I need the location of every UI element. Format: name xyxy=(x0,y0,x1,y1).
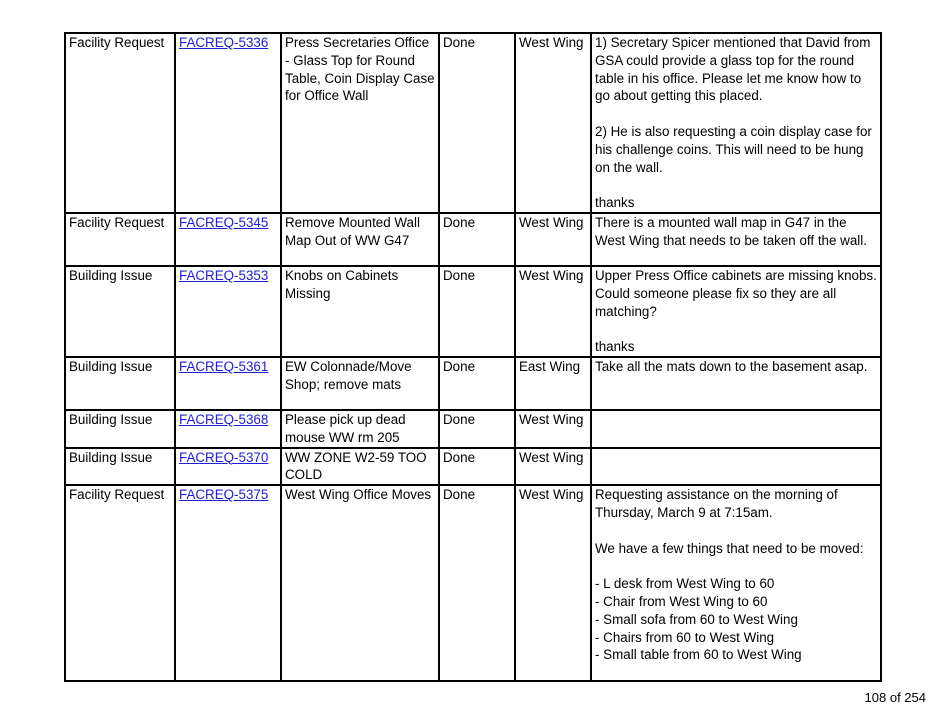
request-description-cell: Upper Press Office cabinets are missing knobs. Could someone please fix so they are all matching? thanks xyxy=(591,266,881,357)
table-row xyxy=(65,213,881,266)
request-status-cell: Done xyxy=(439,33,515,213)
request-status-cell: Done xyxy=(439,485,515,681)
request-id-link[interactable]: FACREQ-5375 xyxy=(179,487,269,503)
table-row xyxy=(65,357,881,410)
request-id-link[interactable]: FACREQ-5353 xyxy=(179,267,269,283)
table-row xyxy=(65,485,881,681)
request-type-cell: Building Issue xyxy=(65,357,175,410)
request-location-cell: East Wing xyxy=(515,357,591,410)
request-status-cell: Done xyxy=(439,357,515,410)
table-row xyxy=(65,266,881,357)
request-description-cell: Requesting assistance on the morning of Thursday, March 9 at 7:15am. We have a few things that need to be moved: - L desk from West Wing to 60 - Chair from West Wing to 60 - Small sofa from 60 to West Wing - Chairs from 60 to West Wing - Small table from 60 to West Wing xyxy=(591,485,881,681)
request-location-cell: West Wing xyxy=(515,485,591,681)
request-title-cell: EW Colonnade/Move Shop; remove mats xyxy=(281,357,439,410)
request-type-cell: Facility Request xyxy=(65,213,175,266)
request-type-cell: Building Issue xyxy=(65,410,175,448)
request-location-cell: West Wing xyxy=(515,410,591,448)
facility-requests-table xyxy=(64,32,882,682)
request-description-cell: There is a mounted wall map in G47 in the West Wing that needs to be taken off the wall. xyxy=(591,213,881,266)
request-type-cell: Building Issue xyxy=(65,266,175,357)
request-description-cell xyxy=(591,448,881,486)
table-row xyxy=(65,33,881,213)
request-location-cell: West Wing xyxy=(515,33,591,213)
request-id-cell xyxy=(175,448,281,486)
table-row xyxy=(65,410,881,448)
request-id-cell xyxy=(175,33,281,213)
request-title-cell: Please pick up dead mouse WW rm 205 xyxy=(281,410,439,448)
request-id-cell xyxy=(175,485,281,681)
request-location-cell: West Wing xyxy=(515,448,591,486)
request-id-link[interactable]: FACREQ-5368 xyxy=(179,411,269,427)
request-location-cell: West Wing xyxy=(515,266,591,357)
request-type-cell: Building Issue xyxy=(65,448,175,486)
request-title-cell: WW ZONE W2-59 TOO COLD xyxy=(281,448,439,486)
request-description-cell xyxy=(591,410,881,448)
request-title-cell: Remove Mounted Wall Map Out of WW G47 xyxy=(281,213,439,266)
request-id-cell xyxy=(175,213,281,266)
page-number: 108 of 254 xyxy=(864,690,926,705)
request-id-cell xyxy=(175,357,281,410)
request-status-cell: Done xyxy=(439,410,515,448)
request-id-cell xyxy=(175,266,281,357)
request-id-link[interactable]: FACREQ-5361 xyxy=(179,358,269,374)
request-title-cell: Knobs on Cabinets Missing xyxy=(281,266,439,357)
request-id-cell xyxy=(175,410,281,448)
request-location-cell: West Wing xyxy=(515,213,591,266)
request-type-cell: Facility Request xyxy=(65,485,175,681)
request-title-cell: West Wing Office Moves xyxy=(281,485,439,681)
request-description-cell: 1) Secretary Spicer mentioned that David from GSA could provide a glass top for the round table in his office. Please let me know how to go about getting this placed. 2) He is also requesting a coin display case for his challenge coins. This will need to be hung on the wall. thanks xyxy=(591,33,881,213)
request-type-cell: Facility Request xyxy=(65,33,175,213)
table-row xyxy=(65,448,881,486)
request-status-cell: Done xyxy=(439,448,515,486)
request-id-link[interactable]: FACREQ-5345 xyxy=(179,214,269,230)
request-status-cell: Done xyxy=(439,213,515,266)
request-id-link[interactable]: FACREQ-5336 xyxy=(179,35,269,50)
request-id-link[interactable]: FACREQ-5370 xyxy=(179,449,269,465)
request-status-cell: Done xyxy=(439,266,515,357)
request-description-cell: Take all the mats down to the basement asap. xyxy=(591,357,881,410)
request-title-cell: Press Secretaries Office - Glass Top for Round Table, Coin Display Case for Office Wall xyxy=(281,33,439,213)
